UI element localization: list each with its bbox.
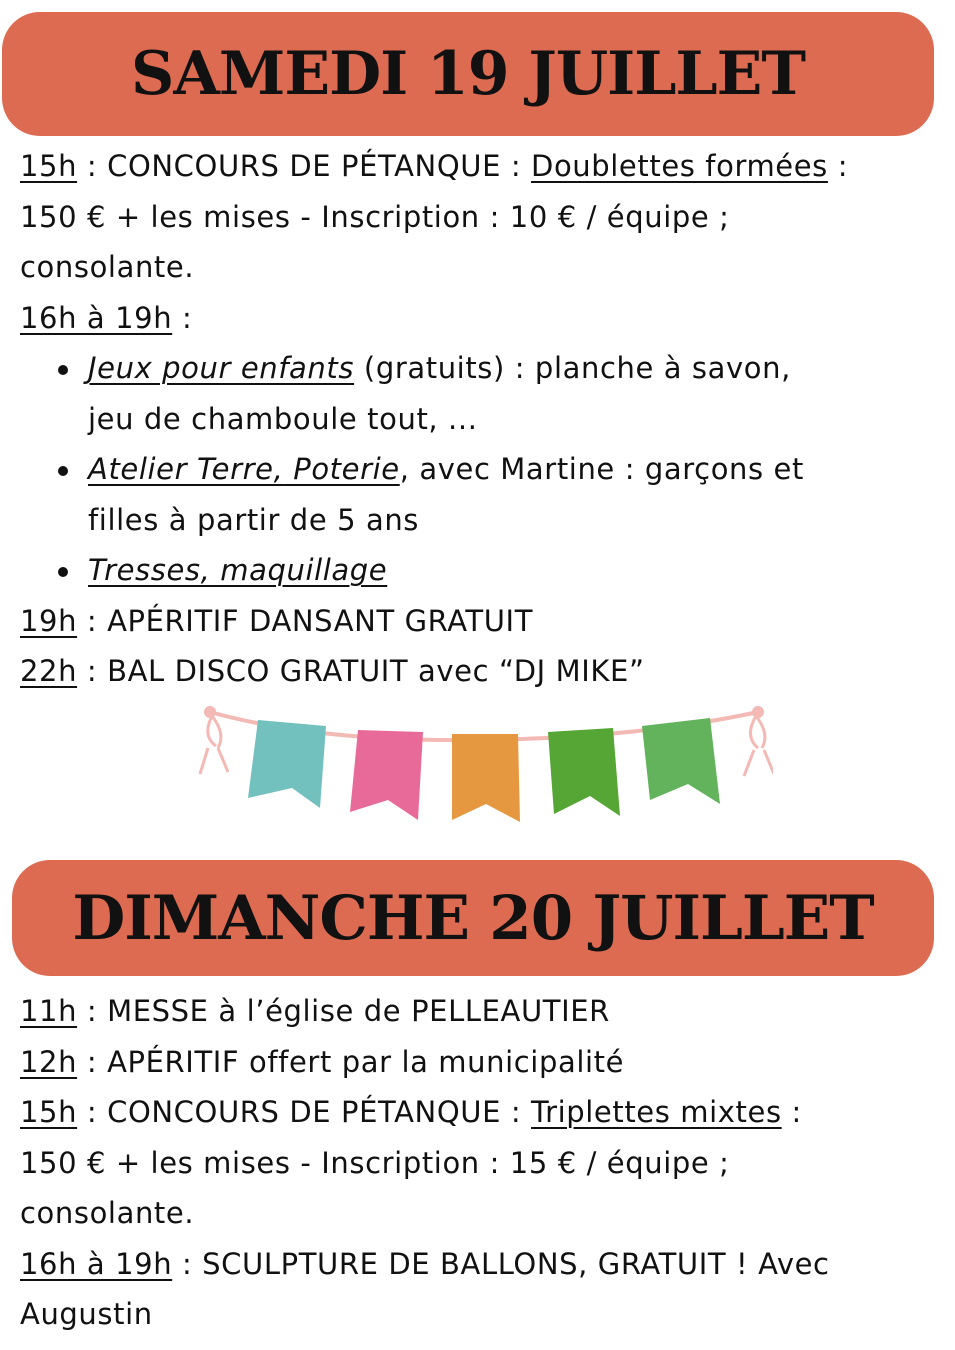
list-item	[20, 545, 930, 596]
bullet-title-2: Poterie	[283, 452, 400, 486]
list-item	[20, 444, 930, 495]
bullet-text: (gratuits) : planche à savon,	[354, 351, 791, 385]
ballons-continuation: Augustin	[20, 1297, 153, 1331]
petanque-prize: 150 € + les mises - Inscription : 15 € / équipe ;	[20, 1145, 730, 1180]
petanque-time: 15h	[20, 149, 78, 183]
petanque-colon: :	[781, 1095, 802, 1129]
kids-colon: :	[172, 300, 193, 335]
list-item	[20, 343, 930, 394]
flag-1	[248, 720, 326, 808]
bal-time: 22h	[20, 654, 78, 688]
bullet-title: Jeux pour enfants	[88, 351, 355, 385]
garland-ribbon-right	[744, 716, 773, 776]
petanque-type: Doublettes formées	[531, 149, 828, 183]
petanque-consolante: consolante.	[20, 1196, 195, 1230]
aperitif-line	[20, 596, 930, 647]
bal-line	[20, 646, 930, 697]
bal-text: : BAL DISCO GRATUIT avec “DJ MIKE”	[77, 654, 645, 688]
flag-5	[642, 718, 720, 804]
petanque-colon: :	[827, 149, 849, 183]
petanque-consolante: consolante.	[20, 250, 195, 284]
garland-knot-left	[204, 706, 216, 718]
ballons-time: 16h à 19h	[20, 1246, 173, 1281]
sunday-title: DIMANCHE 20 JUILLET	[72, 882, 874, 954]
aperitif-time: 19h	[20, 603, 78, 638]
saturday-title-banner	[2, 12, 934, 136]
messe-text: : MESSE à l’église de PELLEAUTIER	[77, 994, 610, 1028]
bullet-title: Atelier Terre,	[88, 452, 284, 486]
bullet-continuation: jeu de chamboule tout, ...	[88, 401, 478, 436]
saturday-program	[20, 141, 930, 697]
garland-ribbon-left	[200, 716, 228, 774]
flag-4	[548, 728, 620, 816]
sunday-program	[20, 986, 930, 1340]
bullet-text: , avec Martine : garçons et	[399, 452, 804, 486]
kids-time: 16h à 19h	[20, 300, 173, 335]
messe-time: 11h	[20, 994, 78, 1028]
petanque-prize: 150 € + les mises - Inscription : 10 € / équipe ;	[20, 199, 730, 234]
aperitif-text: : APÉRITIF offert par la municipalité	[77, 1044, 625, 1079]
flag-2	[350, 730, 423, 820]
petanque-label: : CONCOURS DE PÉTANQUE :	[77, 149, 532, 183]
aperitif-text: : APÉRITIF DANSANT GRATUIT	[77, 603, 534, 638]
bunting-garland-illustration	[198, 700, 773, 828]
petanque-type: Triplettes mixtes	[531, 1095, 782, 1129]
bullet-continuation: filles à partir de 5 ans	[88, 502, 420, 537]
aperitif-time: 12h	[20, 1044, 78, 1079]
petanque-label: : CONCOURS DE PÉTANQUE :	[77, 1095, 532, 1129]
petanque-line	[20, 141, 930, 192]
petanque-time: 15h	[20, 1095, 78, 1129]
ballons-text: : SCULPTURE DE BALLONS, GRATUIT ! Avec	[172, 1246, 830, 1281]
sunday-title-banner	[12, 860, 934, 976]
flag-3	[452, 734, 520, 822]
petanque-line	[20, 1087, 930, 1138]
aperitif-line	[20, 1037, 930, 1088]
bullet-title: Tresses, maquillage	[88, 553, 388, 587]
kids-activities-header	[20, 293, 930, 344]
messe-line	[20, 986, 930, 1037]
saturday-title: SAMEDI 19 JUILLET	[131, 39, 805, 109]
ballons-line	[20, 1239, 930, 1290]
